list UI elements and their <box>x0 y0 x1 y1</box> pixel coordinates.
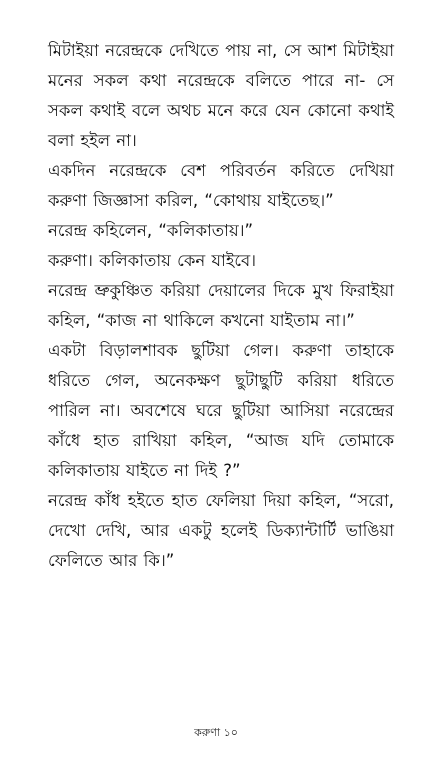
paragraph-1: মিটাইয়া নরেন্দ্রকে দেখিতে পায় না, সে আশ মিটাইয়া মনের সকল কথা নরেন্দ্রকে বলিতে পারে না- সে সকল কথাই বলে অথচ মনে করে যেন কোনো কথাই বলা হইল না। <box>48 41 394 150</box>
paragraph-7: নরেন্দ্র কাঁধ হইতে হাত ফেলিয়া দিয়া কহিল, “সরো, দেখো দেখি, আর একটু হলেই ডিক্যান্টার্টি ভাঙিয়া ফেলিতে আর কি।” <box>48 491 394 570</box>
paragraph-2: একদিন নরেন্দ্রকে বেশ পরিবর্তন করিতে দেখিয়া করুণা জিজ্ঞাসা করিল, “কোথায় যাইতেছ।” <box>48 161 394 210</box>
paragraph-4: করুণা। কলিকাতায় কেন যাইবে। <box>48 251 257 270</box>
page-footer: করুণা ১০ <box>194 726 238 739</box>
paragraph-6: একটা বিড়ালশাবক ছুটিয়া গেল। করুণা তাহাকে ধরিতে গেল, অনেকক্ষণ ছুটাছুটি করিয়া ধরিতে পারিল না। অবশেষে ঘরে ছুটিয়া আসিয়া নরেন্দ্রের কাঁধে হাত রাখিয়া কহিল, “আজ যদি তোমাকে কলিকাতায় যাইতে না দিই ?” <box>48 341 394 480</box>
page-body <box>48 36 394 576</box>
paragraph-5: নরেন্দ্র ভ্রুকুঞ্চিত করিয়া দেয়ালের দিকে মুখ ফিরাইয়া কহিল, “কাজ না থাকিলে কখনো যাইতাম না।” <box>48 281 394 330</box>
paragraph-3: নরেন্দ্র কহিলেন, “কলিকাতায়।” <box>48 221 254 240</box>
